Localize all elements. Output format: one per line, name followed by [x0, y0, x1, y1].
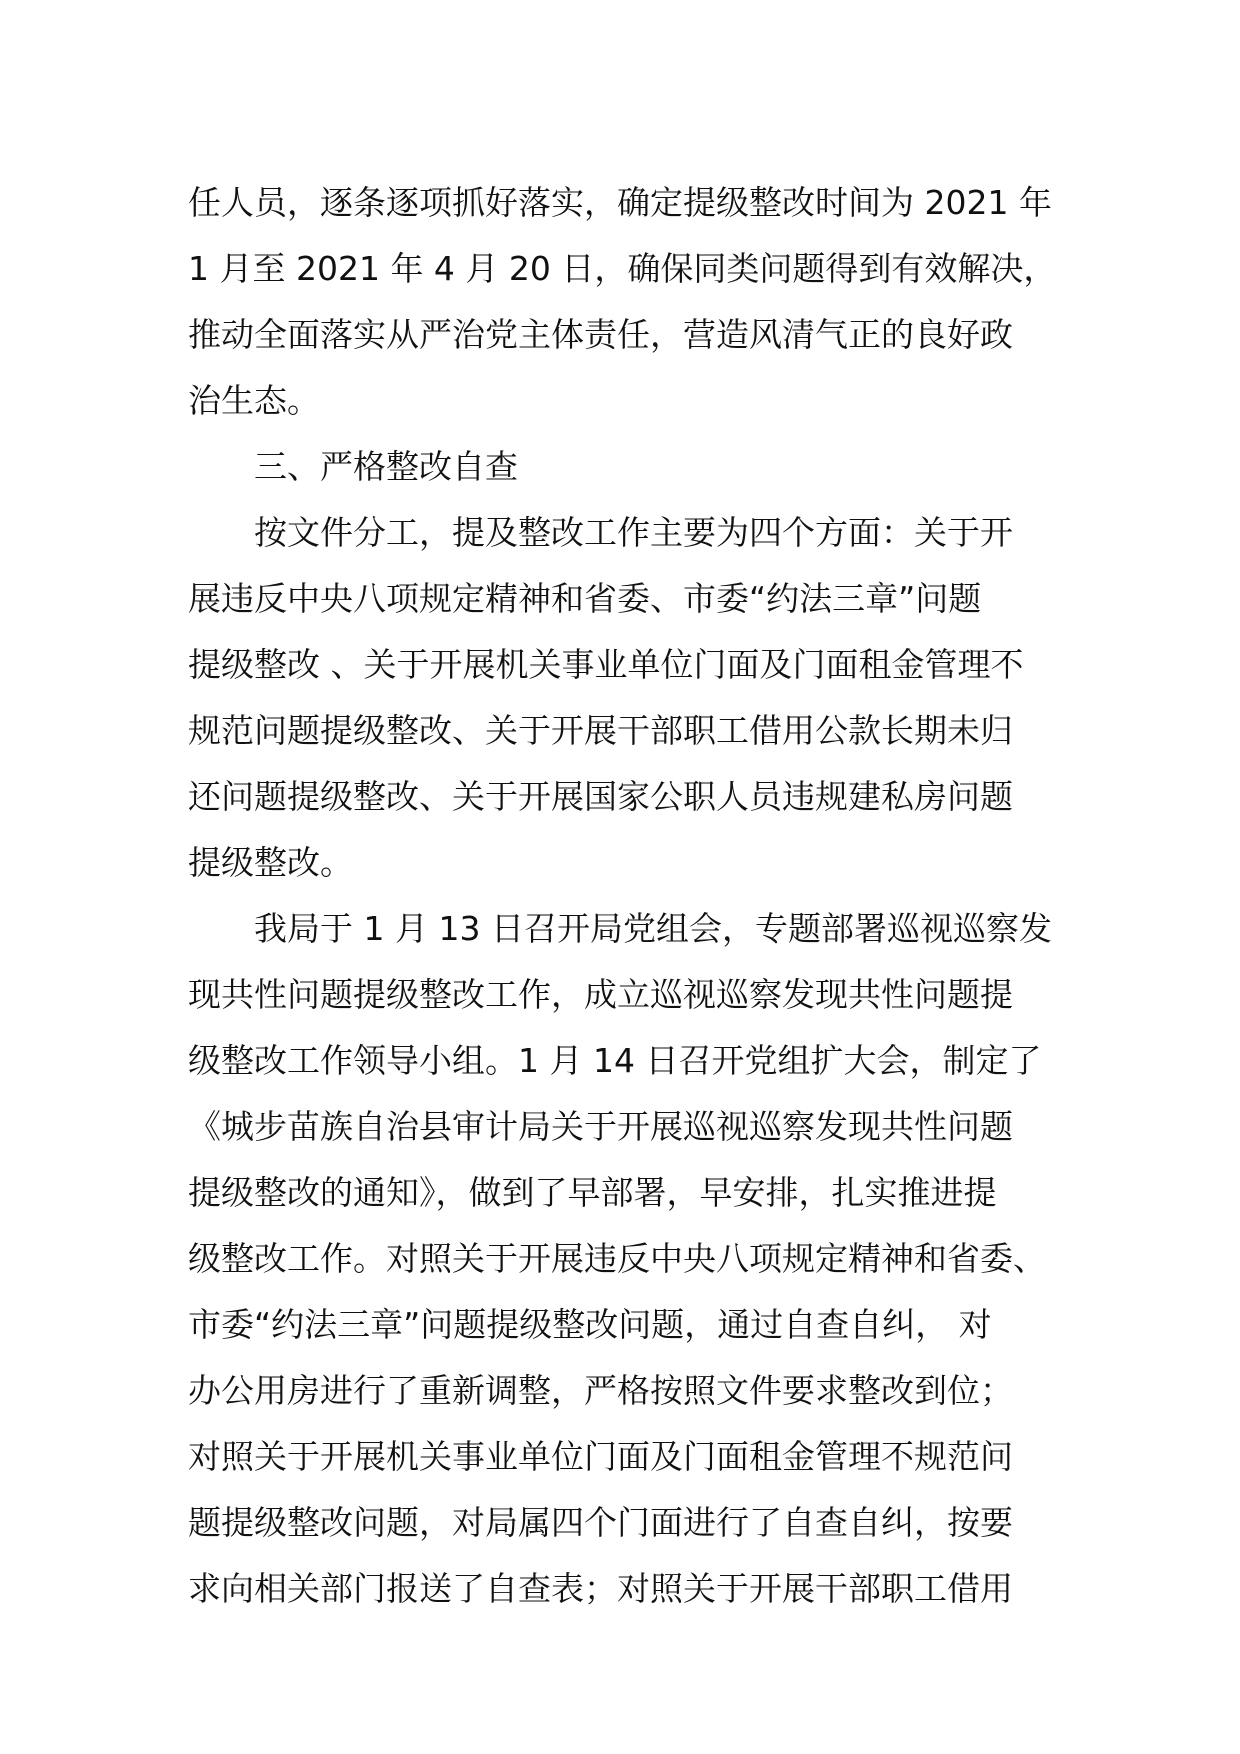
text-line: 市委“约法三章”问题提级整改问题，通过自查自纠， 对: [188, 1305, 992, 1344]
text-line: 对照关于开展机关事业单位门面及门面租金管理不规范问: [188, 1437, 1013, 1476]
text-line: 办公用房进行了重新调整，严格按照文件要求整改到位；: [188, 1371, 1013, 1410]
text-line: 提级整改。: [188, 843, 353, 882]
text-line: 现共性问题提级整改工作，成立巡视巡察发现共性问题提: [188, 975, 1013, 1014]
text-line: 提级整改的通知》，做到了早部署，早安排，扎实推进提: [188, 1173, 997, 1212]
text-line: 提级整改 、关于开展机关事业单位门面及门面租金管理不: [188, 645, 1024, 684]
text-line: 展违反中央八项规定精神和省委、市委“约法三章”问题: [188, 579, 982, 618]
section-heading: 三、严格整改自查: [254, 447, 518, 486]
text-line: 推动全面落实从严治党主体责任，营造风清气正的良好政: [188, 315, 1013, 354]
text-line: 还问题提级整改、关于开展国家公职人员违规建私房问题: [188, 777, 1013, 816]
text-line: 规范问题提级整改、关于开展干部职工借用公款长期未归: [188, 711, 1013, 750]
text-line: 题提级整改问题，对局属四个门面进行了自查自纠，按要: [188, 1503, 1013, 1542]
text-line: 1 月至 2021 年 4 月 20 日，确保同类问题得到有效解决，: [188, 249, 1057, 288]
text-line: 任人员，逐条逐项抓好落实，确定提级整改时间为 2021 年: [188, 183, 1052, 222]
paragraph-start-line: 我局于 1 月 13 日召开局党组会，专题部署巡视巡察发: [254, 909, 1052, 948]
paragraph-start-line: 按文件分工，提及整改工作主要为四个方面：关于开: [254, 513, 1013, 552]
text-line: 求向相关部门报送了自查表；对照关于开展干部职工借用: [188, 1569, 1013, 1608]
document-body: [188, 170, 1068, 1622]
text-line: 《城步苗族自治县审计局关于开展巡视巡察发现共性问题: [188, 1107, 1013, 1146]
text-line: 级整改工作。对照关于开展违反中央八项规定精神和省委、: [188, 1239, 1046, 1278]
text-line: 治生态。: [188, 381, 320, 420]
text-line: 级整改工作领导小组。1 月 14 日召开党组扩大会，制定了: [188, 1041, 1042, 1080]
